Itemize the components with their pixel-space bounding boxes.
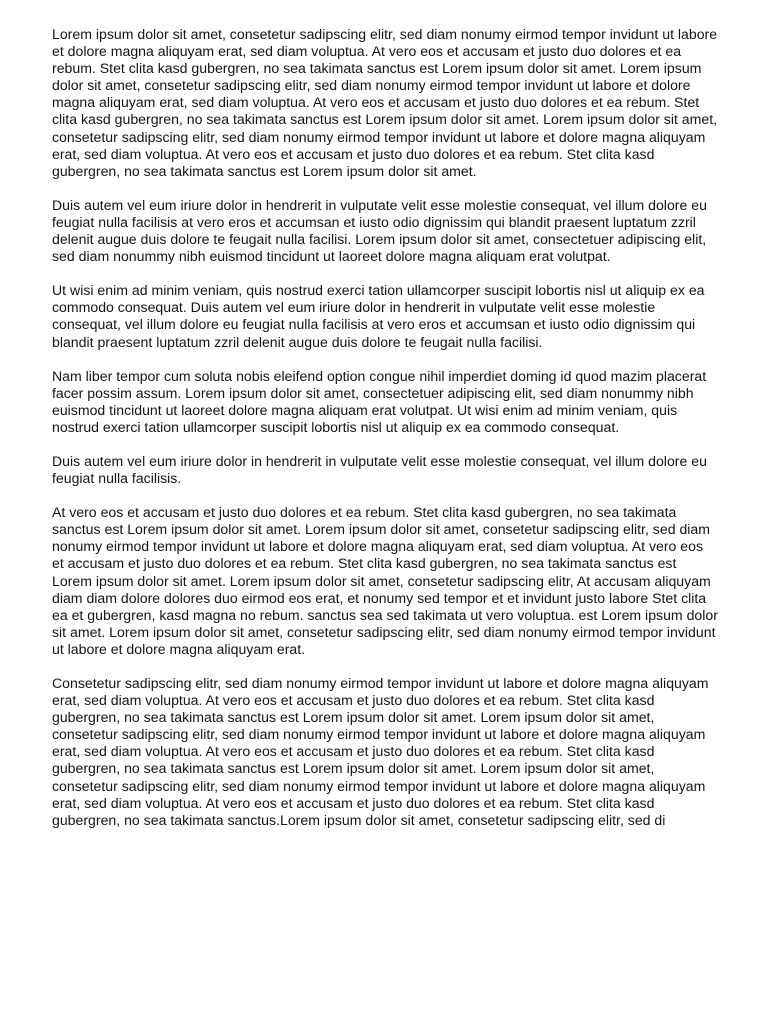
paragraph-6: At vero eos et accusam et justo duo dolores et ea rebum. Stet clita kasd gubergren, no sea takimata sanctus est Lorem ipsum dolor sit amet. Lorem ipsum dolor sit amet, consetetur sadipscing elitr, sed diam nonumy eirmod tempor invidunt ut labore et dolore magna aliquyam erat, sed diam voluptua. At vero eos et accusam et justo duo dolores et ea rebum. Stet clita kasd gubergren, no sea takimata sanctus est Lorem ipsum dolor sit amet. Lorem ipsum dolor sit amet, consetetur sadipscing elitr, At accusam aliquyam diam diam dolore dolores duo eirmod eos erat, et nonumy sed tempor et et invidunt justo labore Stet clita ea et gubergren, kasd magna no rebum. sanctus sea sed takimata ut vero voluptua. est Lorem ipsum dolor sit amet. Lorem ipsum dolor sit amet, consetetur sadipscing elitr, sed diam nonumy eirmod tempor invidunt ut labore et dolore magna aliquyam erat.: [52, 504, 718, 657]
paragraph-3: Ut wisi enim ad minim veniam, quis nostrud exerci tation ullamcorper suscipit lobortis nisl ut aliquip ex ea commodo consequat. Duis autem vel eum iriure dolor in hendrerit in vulputate velit esse molestie consequat, vel illum dolore eu feugiat nulla facilisis at vero eros et accumsan et iusto odio dignissim qui blandit praesent luptatum zzril delenit augue duis dolore te feugait nulla facilisi.: [52, 282, 705, 350]
paragraph-7: Consetetur sadipscing elitr, sed diam nonumy eirmod tempor invidunt ut labore et dolore magna aliquyam erat, sed diam voluptua. At vero eos et accusam et justo duo dolores et ea rebum. Stet clita kasd gubergren, no sea takimata sanctus est Lorem ipsum dolor sit amet. Lorem ipsum dolor sit amet, consetetur sadipscing elitr, sed diam nonumy eirmod tempor invidunt ut labore et dolore magna aliquyam erat, sed diam voluptua. At vero eos et accusam et justo duo dolores et ea rebum. Stet clita kasd gubergren, no sea takimata sanctus est Lorem ipsum dolor sit amet. Lorem ipsum dolor sit amet, consetetur sadipscing elitr, sed diam nonumy eirmod tempor invidunt ut labore et dolore magna aliquyam erat, sed diam voluptua. At vero eos et accusam et justo duo dolores et ea rebum. Stet clita kasd gubergren, no sea takimata sanctus.Lorem ipsum dolor sit amet, consetetur sadipscing elitr, sed di: [52, 675, 709, 828]
paragraph-5: Duis autem vel eum iriure dolor in hendrerit in vulputate velit esse molestie consequat, vel illum dolore eu feugiat nulla facilisis.: [52, 452, 707, 487]
paragraph-4: Nam liber tempor cum soluta nobis eleifend option congue nihil imperdiet doming id quod mazim placerat facer possim assum. Lorem ipsum dolor sit amet, consectetuer adipiscing elit, sed diam nonummy nibh euismod tincidunt ut laoreet dolore magna aliquam erat volutpat. Ut wisi enim ad minim veniam, quis nostrud exerci tation ullamcorper suscipit lobortis nisl ut aliquip ex ea commodo consequat.: [52, 367, 707, 435]
paragraph-1: Lorem ipsum dolor sit amet, consetetur sadipscing elitr, sed diam nonumy eirmod tempor invidunt ut labore et dolore magna aliquyam erat, sed diam voluptua. At vero eos et accusam et justo duo dolores et ea rebum. Stet clita kasd gubergren, no sea takimata sanctus est Lorem ipsum dolor sit amet. Lorem ipsum dolor sit amet, consetetur sadipscing elitr, sed diam nonumy eirmod tempor invidunt ut labore et dolore magna aliquyam erat, sed diam voluptua. At vero eos et accusam et justo duo dolores et ea rebum. Stet clita kasd gubergren, no sea takimata sanctus est Lorem ipsum dolor sit amet. Lorem ipsum dolor sit amet, consetetur sadipscing elitr, sed diam nonumy eirmod tempor invidunt ut labore et dolore magna aliquyam erat, sed diam voluptua. At vero eos et accusam et justo duo dolores et ea rebum. Stet clita kasd gubergren, no sea takimata sanctus est Lorem ipsum dolor sit amet.: [52, 26, 718, 179]
paragraph-2: Duis autem vel eum iriure dolor in hendrerit in vulputate velit esse molestie consequat, vel illum dolore eu feugiat nulla facilisis at vero eros et accumsan et iusto odio dignissim qui blandit praesent luptatum zzril delenit augue duis dolore te feugait nulla facilisi. Lorem ipsum dolor sit amet, consectetuer adipiscing elit, sed diam nonummy nibh euismod tincidunt ut laoreet dolore magna aliquam erat volutpat.: [52, 196, 707, 265]
